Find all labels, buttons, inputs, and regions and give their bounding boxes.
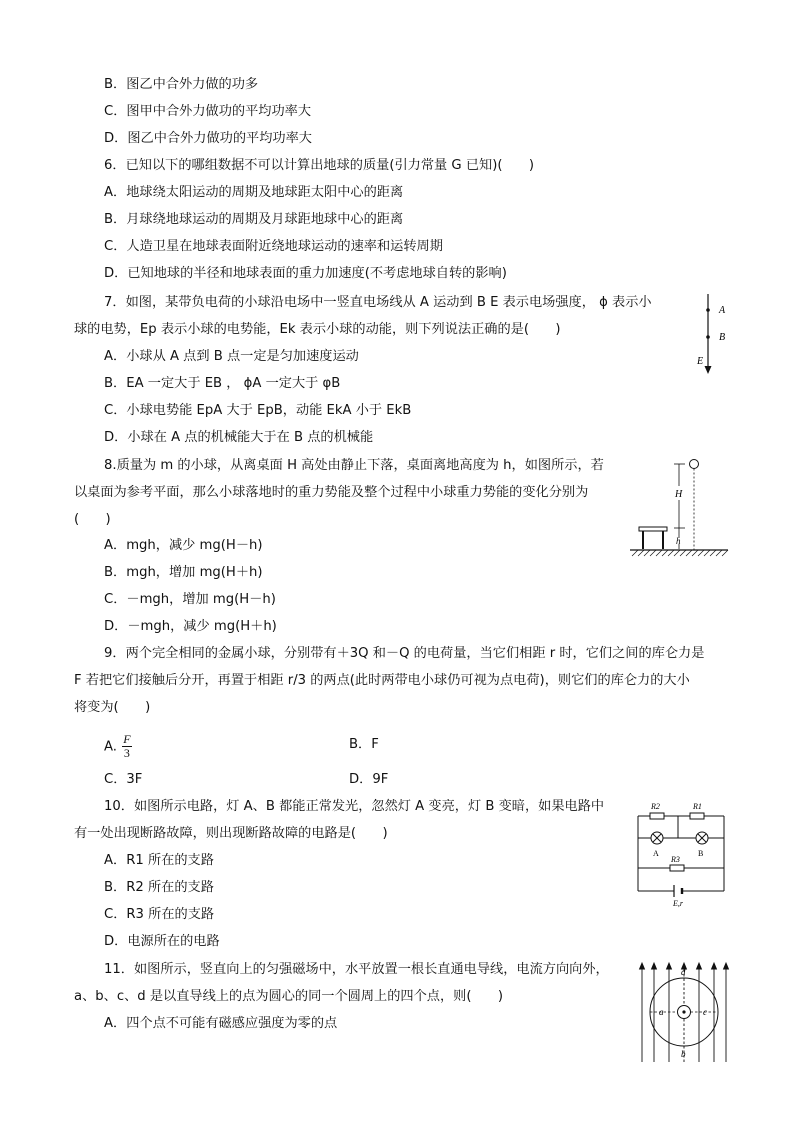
q7-point-a: [706, 308, 710, 312]
resistor-r2: [650, 813, 664, 819]
q6-option-c: C．人造卫星在地球表面附近绕地球运动的速率和运转周期: [104, 239, 443, 254]
q9-stem-line1: 9．两个完全相同的金属小球，分别带有＋3Q 和－Q 的电荷量，当它们相距 r 时，它们之间的库仑力是: [104, 646, 705, 661]
q9-fraction-numerator: F: [123, 732, 131, 746]
q7-label-b: B: [719, 332, 726, 343]
q10-label-lamp-a: A: [653, 849, 659, 858]
q8-label-h-lower: h: [676, 536, 681, 546]
q9-option-c: C．3F: [104, 772, 143, 787]
q10-label-er: E,r: [673, 899, 683, 908]
q11-label-d: d: [681, 967, 686, 977]
q11-label-b: b: [681, 1049, 686, 1059]
q10-label-r2: R2: [651, 802, 660, 811]
q10-option-d: D．电源所在的电路: [104, 934, 220, 949]
q8-table-ball-figure: [628, 452, 730, 558]
q10-circuit-figure: [630, 796, 732, 908]
q7-option-c: C．小球电势能 EpA 大于 EpB，动能 EkA 小于 EkB: [104, 403, 412, 418]
q10-option-c: C．R3 所在的支路: [104, 907, 215, 922]
q6-option-d: D．已知地球的半径和地球表面的重力加速度(不考虑地球自转的影响): [104, 266, 507, 281]
q6-option-b: B．月球绕地球运动的周期及月球距地球中心的距离: [104, 212, 404, 227]
q8-stem-line1: 8.质量为 m 的小球，从离桌面 H 高处由静止下落，桌面离地高度为 h，如图所示，若: [104, 458, 604, 473]
q9-option-d: D．9F: [349, 772, 389, 787]
q10-label-r3: R3: [671, 855, 680, 864]
ball: [690, 460, 699, 469]
q9-option-a: [104, 733, 132, 767]
q7-option-b: B．EA 一定大于 EB ， ϕA 一定大于 φB: [104, 376, 341, 391]
resistor-r1: [690, 813, 704, 819]
q10-label-lamp-b: B: [698, 849, 704, 858]
q8-option-c: C．－mgh，增加 mg(H－h): [104, 592, 276, 607]
q7-label-e: E: [697, 356, 704, 367]
q8-option-b: B．mgh，增加 mg(H＋h): [104, 565, 263, 580]
q8-option-d: D．－mgh，减少 mg(H＋h): [104, 619, 277, 634]
q7-label-a: A: [719, 305, 726, 316]
q5-option-b: B．图乙中合外力做的功多: [104, 77, 259, 92]
q5-option-d: D．图乙中合外力做功的平均功率大: [104, 131, 312, 146]
q11-label-a: a: [659, 1007, 664, 1017]
resistor-r3: [670, 865, 684, 871]
q9-option-a-prefix: A.: [104, 739, 117, 755]
q8-stem-line2: 以桌面为参考平面，那么小球落地时的重力势能及整个过程中小球重力势能的变化分别为: [74, 485, 589, 500]
q7-stem-line2: 球的电势，Ep 表示小球的电势能，Ek 表示小球的动能，则下列说法正确的是( ): [74, 322, 561, 337]
q11-magnetic-field-figure: [636, 960, 732, 1064]
q7-point-b: [706, 335, 710, 339]
q9-stem-line2: F 若把它们接触后分开，再置于相距 r/3 的两点(此时两带电小球仍可视为点电荷)，则它们的库仑力的大小: [74, 673, 690, 688]
q11-stem-line2: a、b、c、d 是以直导线上的点为圆心的同一个圆周上的四个点，则( ): [74, 989, 503, 1004]
q5-option-c: C．图甲中合外力做功的平均功率大: [104, 104, 312, 119]
q7-option-d: D．小球在 A 点的机械能大于在 B 点的机械能: [104, 430, 374, 445]
q9-fraction-denominator: 3: [123, 746, 130, 760]
q11-label-c: c: [703, 1007, 707, 1017]
q10-stem-line1: 10．如图所示电路，灯 A、B 都能正常发光，忽然灯 A 变亮，灯 B 变暗，如果电路中: [104, 799, 605, 814]
q11-stem-line1: 11．如图所示，竖直向上的匀强磁场中，水平放置一根长直通电导线，电流方向向外，: [104, 962, 609, 977]
q9-stem-line3: 将变为( ): [74, 700, 151, 715]
q8-option-a: A．mgh，减少 mg(H－h): [104, 538, 263, 553]
q7-stem-line1: 7．如图，某带负电荷的小球沿电场中一竖直电场线从 A 运动到 B E 表示电场强度， ϕ 表示小: [104, 295, 652, 310]
q7-option-a: A．小球从 A 点到 B 点一定是匀加速度运动: [104, 349, 359, 364]
table-top: [639, 527, 667, 531]
q10-stem-line2: 有一处出现断路故障，则出现断路故障的电路是( ): [74, 826, 388, 841]
q8-stem-line3: ( ): [74, 512, 111, 527]
q6-option-a: A．地球绕太阳运动的周期及地球距太阳中心的距离: [104, 185, 404, 200]
q8-label-h-upper: H: [675, 489, 683, 500]
q7-field-line-figure: [688, 290, 738, 376]
q6-stem: 6．已知以下的哪组数据不可以计算出地球的质量(引力常量 G 已知)( ): [104, 158, 535, 173]
q9-option-b: B．F: [349, 737, 379, 752]
q11-option-a: A．四个点不可能有磁感应强度为零的点: [104, 1016, 338, 1031]
q10-option-a: A．R1 所在的支路: [104, 853, 214, 868]
q9-option-a-fraction: [122, 733, 131, 760]
q10-option-b: B．R2 所在的支路: [104, 880, 214, 895]
q10-label-r1: R1: [693, 802, 702, 811]
